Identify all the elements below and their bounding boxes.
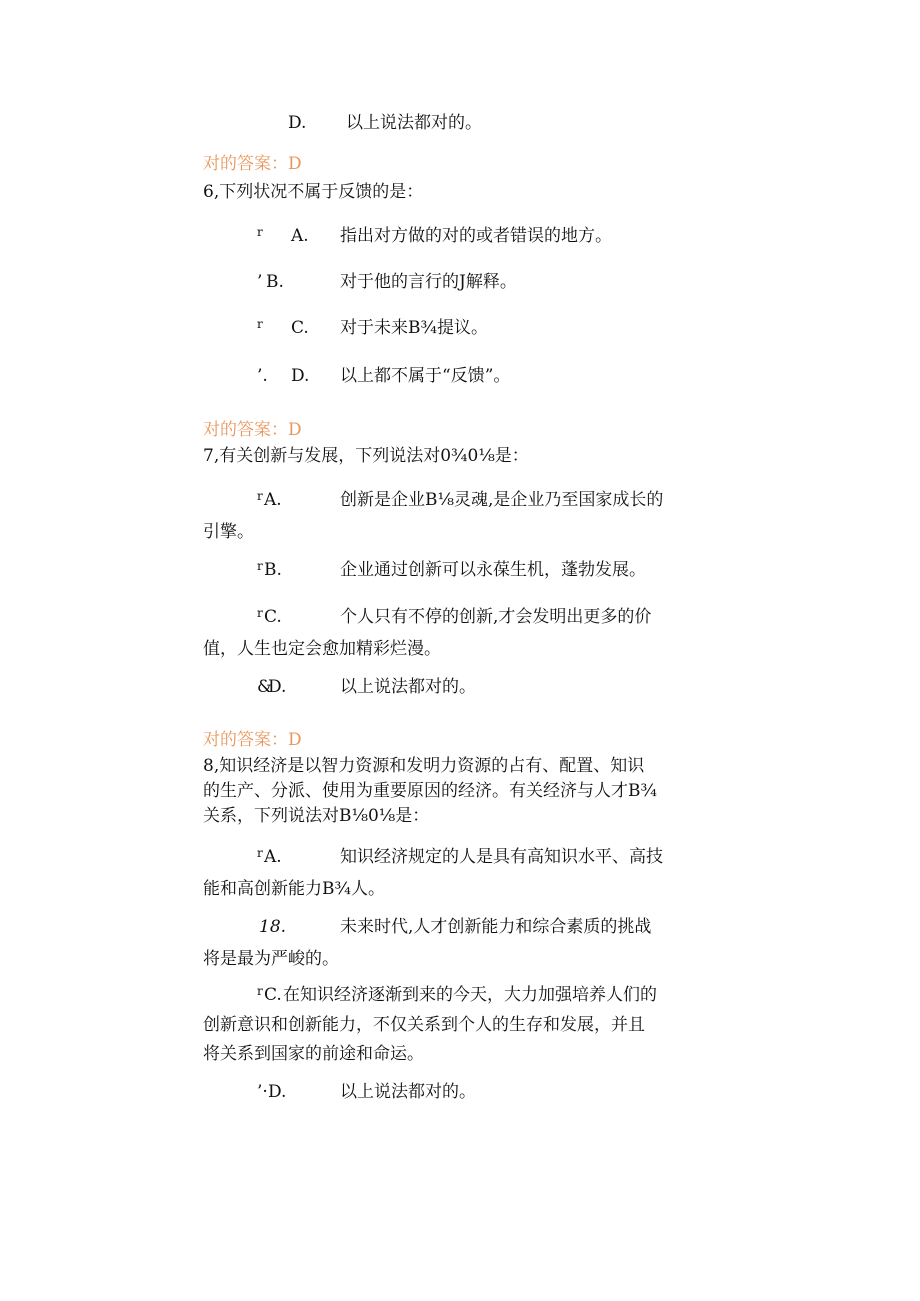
q7-option-a-line1: 创新是企业B⅛灵魂,是企业乃至国家成长的 <box>340 490 664 510</box>
q7-option-c-line2: 值，人生也定会愈加精彩烂漫。 <box>203 639 441 659</box>
q6-option-d-mark: ’. <box>257 366 268 386</box>
q7-option-d-mark: & <box>257 677 273 697</box>
q7-option-d-line1: 以上说法都对的。 <box>340 677 476 697</box>
q8-option-a-line1: 知识经济规定的人是具有高知识水平、高技 <box>340 847 663 867</box>
q7-option-b-line1: 企业通过创新可以永葆生机，蓬勃发展。 <box>340 560 646 580</box>
q8-option-d-label[interactable]: D. <box>268 1082 287 1102</box>
q6-option-b-text: 对于他的言行的J解释。 <box>340 272 517 292</box>
q7-option-a-line2: 引擎。 <box>203 522 254 542</box>
q8-option-a-mark: r <box>257 846 263 860</box>
q6-option-d-text: 以上都不属于“反馈”。 <box>340 366 511 386</box>
q8-option-b-label[interactable]: 18. <box>259 917 287 937</box>
q5-option-d-text: 以上说法都对的。 <box>346 113 482 133</box>
q8-option-a-label[interactable]: A. <box>264 847 282 867</box>
q6-option-c-mark: r <box>257 317 263 331</box>
q8-option-c-line1: 在知识经济逐渐到来的今天，大力加强培养人们的 <box>283 985 657 1005</box>
q8-option-d-mark: ’· <box>257 1082 268 1102</box>
q8-option-a-line2: 能和高创新能力B¾人。 <box>203 879 385 899</box>
q8-question-line3: 关系，下列说法对B⅛0⅛是： <box>203 806 430 826</box>
q8-option-d-line1: 以上说法都对的。 <box>340 1082 476 1102</box>
q6-option-d-label[interactable]: D. <box>291 366 310 386</box>
q6-option-c-label[interactable]: C. <box>291 318 309 338</box>
q7-answer: 对的答案：D <box>203 730 302 750</box>
q8-option-b-line2: 将是最为严峻的。 <box>203 949 339 969</box>
q6-option-b-mark: ’ <box>257 272 263 292</box>
q5-option-d-label: D. <box>288 113 307 133</box>
q7-option-b-mark: r <box>257 559 263 573</box>
q7-option-c-mark: r <box>257 606 263 620</box>
q7-option-a-label[interactable]: A. <box>264 490 282 510</box>
q6-option-b-label[interactable]: B. <box>266 272 284 292</box>
q8-option-c-line3: 将关系到国家的前途和命运。 <box>203 1044 424 1064</box>
q7-option-c-line1: 个人只有不停的创新,才会发明出更多的价 <box>340 607 652 627</box>
q7-option-c-label[interactable]: C. <box>264 607 282 627</box>
q8-option-c-line2: 创新意识和创新能力，不仅关系到个人的生存和发展，并且 <box>203 1015 645 1035</box>
q7-question: 7,有关创新与发展，下列说法对0¾0⅛是： <box>203 446 529 466</box>
q8-question-line2: 的生产、分派、使用为重要原因的经济。有关经济与人才B¾ <box>203 781 657 801</box>
q6-option-a-label[interactable]: A. <box>291 226 309 246</box>
q6-option-c-text: 对于未来B¾提议。 <box>340 318 488 338</box>
q8-option-b-line1: 未来时代,人才创新能力和综合素质的挑战 <box>340 917 652 937</box>
q6-option-a-mark: r <box>257 225 263 239</box>
q6-question: 6,下列状况不属于反馈的是： <box>203 182 424 202</box>
q6-answer: 对的答案：D <box>203 420 302 440</box>
q7-option-b-label[interactable]: B. <box>264 560 282 580</box>
q8-question-line1: 8,知识经济是以智力资源和发明力资源的占有、配置、知识 <box>203 756 645 776</box>
q7-option-d-label[interactable]: D. <box>268 677 287 697</box>
q8-option-c-label[interactable]: C. <box>264 985 282 1005</box>
q6-option-a-text: 指出对方做的对的或者错误的地方。 <box>340 226 612 246</box>
q8-option-c-mark: r <box>257 984 263 998</box>
q7-option-a-mark: r <box>257 489 263 503</box>
q5-answer: 对的答案：D <box>203 154 302 174</box>
